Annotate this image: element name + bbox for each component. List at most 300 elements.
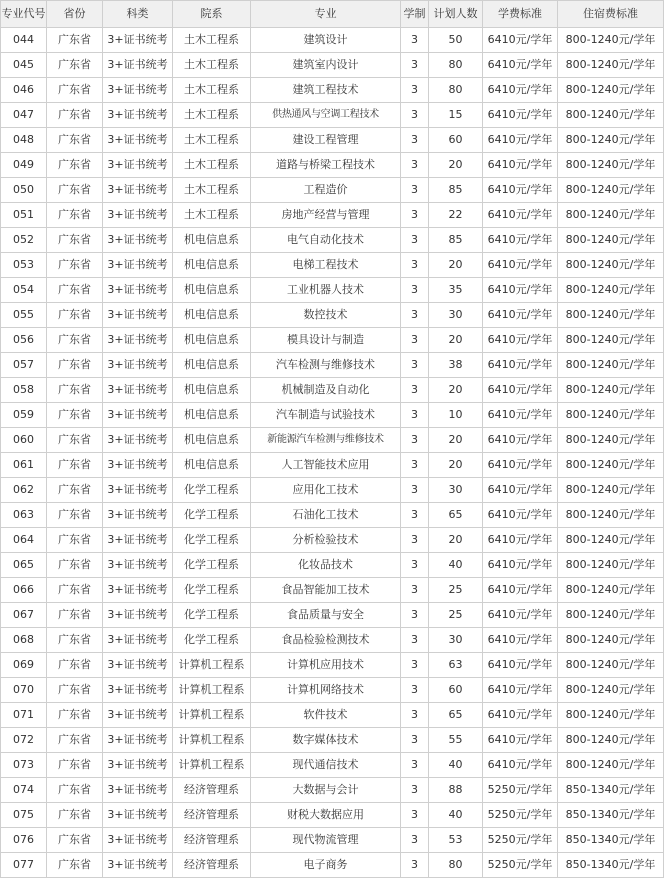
table-row [1,553,664,578]
cell-planned-count: 60 [429,678,483,703]
cell-planned-count: 40 [429,753,483,778]
cell-planned-count: 35 [429,278,483,303]
cell-duration: 3 [401,653,429,678]
cell-major: 建筑设计 [251,28,401,53]
cell-province: 广东省 [47,103,103,128]
cell-duration: 3 [401,478,429,503]
table-row [1,378,664,403]
cell-province: 广东省 [47,753,103,778]
cell-code: 075 [1,803,47,828]
cell-category: 3+证书统考 [103,228,173,253]
cell-major: 计算机应用技术 [251,653,401,678]
cell-tuition: 5250元/学年 [483,803,558,828]
cell-major: 汽车制造与试验技术 [251,403,401,428]
cell-category: 3+证书统考 [103,478,173,503]
cell-duration: 3 [401,378,429,403]
cell-duration: 3 [401,553,429,578]
table-row [1,478,664,503]
cell-accommodation: 800-1240元/学年 [558,678,664,703]
table-row [1,503,664,528]
cell-duration: 3 [401,828,429,853]
cell-province: 广东省 [47,653,103,678]
cell-code: 047 [1,103,47,128]
cell-category: 3+证书统考 [103,578,173,603]
cell-major: 新能源汽车检测与维修技术 [251,428,401,453]
cell-planned-count: 20 [429,428,483,453]
cell-duration: 3 [401,778,429,803]
cell-code: 044 [1,28,47,53]
cell-tuition: 6410元/学年 [483,103,558,128]
cell-accommodation: 800-1240元/学年 [558,78,664,103]
cell-major: 汽车检测与维修技术 [251,353,401,378]
cell-planned-count: 88 [429,778,483,803]
cell-accommodation: 800-1240元/学年 [558,153,664,178]
cell-accommodation: 800-1240元/学年 [558,478,664,503]
table-row [1,653,664,678]
cell-tuition: 6410元/学年 [483,303,558,328]
cell-tuition: 6410元/学年 [483,753,558,778]
table-row [1,228,664,253]
table-row [1,328,664,353]
cell-duration: 3 [401,403,429,428]
table-row [1,103,664,128]
cell-department: 机电信息系 [173,278,251,303]
cell-province: 广东省 [47,828,103,853]
cell-province: 广东省 [47,553,103,578]
cell-category: 3+证书统考 [103,453,173,478]
cell-tuition: 6410元/学年 [483,553,558,578]
cell-accommodation: 800-1240元/学年 [558,653,664,678]
cell-duration: 3 [401,153,429,178]
cell-category: 3+证书统考 [103,728,173,753]
cell-tuition: 5250元/学年 [483,778,558,803]
cell-category: 3+证书统考 [103,278,173,303]
cell-major: 工业机器人技术 [251,278,401,303]
cell-accommodation: 800-1240元/学年 [558,203,664,228]
cell-code: 077 [1,853,47,878]
cell-tuition: 6410元/学年 [483,153,558,178]
cell-category: 3+证书统考 [103,328,173,353]
table-row [1,153,664,178]
table-row [1,403,664,428]
cell-tuition: 6410元/学年 [483,603,558,628]
cell-planned-count: 80 [429,53,483,78]
cell-department: 经济管理系 [173,803,251,828]
cell-tuition: 6410元/学年 [483,28,558,53]
cell-accommodation: 800-1240元/学年 [558,303,664,328]
cell-major: 大数据与会计 [251,778,401,803]
cell-accommodation: 800-1240元/学年 [558,178,664,203]
cell-category: 3+证书统考 [103,253,173,278]
cell-accommodation: 850-1340元/学年 [558,778,664,803]
cell-code: 048 [1,128,47,153]
cell-accommodation: 800-1240元/学年 [558,253,664,278]
cell-planned-count: 63 [429,653,483,678]
cell-category: 3+证书统考 [103,778,173,803]
header-duration: 学制 [401,1,429,28]
cell-code: 067 [1,603,47,628]
cell-planned-count: 80 [429,78,483,103]
cell-department: 土木工程系 [173,103,251,128]
table-row [1,703,664,728]
table-row [1,28,664,53]
cell-department: 机电信息系 [173,378,251,403]
cell-department: 化学工程系 [173,578,251,603]
cell-duration: 3 [401,28,429,53]
cell-province: 广东省 [47,303,103,328]
cell-tuition: 6410元/学年 [483,378,558,403]
cell-planned-count: 20 [429,328,483,353]
cell-major: 计算机网络技术 [251,678,401,703]
cell-department: 化学工程系 [173,628,251,653]
cell-code: 057 [1,353,47,378]
cell-department: 计算机工程系 [173,728,251,753]
cell-tuition: 5250元/学年 [483,828,558,853]
cell-major: 人工智能技术应用 [251,453,401,478]
cell-major: 数控技术 [251,303,401,328]
cell-tuition: 6410元/学年 [483,203,558,228]
cell-tuition: 6410元/学年 [483,253,558,278]
cell-tuition: 6410元/学年 [483,728,558,753]
cell-major: 道路与桥梁工程技术 [251,153,401,178]
cell-tuition: 6410元/学年 [483,353,558,378]
cell-accommodation: 850-1340元/学年 [558,853,664,878]
cell-category: 3+证书统考 [103,103,173,128]
cell-accommodation: 800-1240元/学年 [558,128,664,153]
cell-major: 软件技术 [251,703,401,728]
cell-department: 化学工程系 [173,603,251,628]
cell-accommodation: 800-1240元/学年 [558,453,664,478]
cell-planned-count: 80 [429,853,483,878]
cell-accommodation: 800-1240元/学年 [558,228,664,253]
cell-major: 房地产经营与管理 [251,203,401,228]
table-row [1,753,664,778]
cell-province: 广东省 [47,478,103,503]
cell-province: 广东省 [47,128,103,153]
cell-major: 建筑工程技术 [251,78,401,103]
cell-planned-count: 53 [429,828,483,853]
cell-province: 广东省 [47,378,103,403]
cell-category: 3+证书统考 [103,203,173,228]
cell-department: 土木工程系 [173,53,251,78]
cell-code: 073 [1,753,47,778]
cell-major: 现代通信技术 [251,753,401,778]
cell-duration: 3 [401,753,429,778]
table-row [1,778,664,803]
cell-category: 3+证书统考 [103,153,173,178]
cell-province: 广东省 [47,78,103,103]
cell-major: 食品智能加工技术 [251,578,401,603]
cell-code: 065 [1,553,47,578]
cell-code: 069 [1,653,47,678]
cell-department: 土木工程系 [173,203,251,228]
cell-department: 经济管理系 [173,778,251,803]
cell-planned-count: 25 [429,578,483,603]
header-major: 专业 [251,1,401,28]
cell-code: 071 [1,703,47,728]
cell-code: 053 [1,253,47,278]
cell-department: 土木工程系 [173,178,251,203]
cell-department: 土木工程系 [173,28,251,53]
cell-province: 广东省 [47,603,103,628]
cell-duration: 3 [401,78,429,103]
cell-department: 经济管理系 [173,853,251,878]
cell-code: 051 [1,203,47,228]
cell-province: 广东省 [47,53,103,78]
cell-duration: 3 [401,353,429,378]
cell-code: 054 [1,278,47,303]
cell-accommodation: 800-1240元/学年 [558,103,664,128]
cell-accommodation: 800-1240元/学年 [558,378,664,403]
cell-tuition: 6410元/学年 [483,428,558,453]
cell-category: 3+证书统考 [103,528,173,553]
cell-department: 计算机工程系 [173,703,251,728]
table-row [1,528,664,553]
cell-accommodation: 850-1340元/学年 [558,828,664,853]
cell-accommodation: 800-1240元/学年 [558,428,664,453]
cell-department: 机电信息系 [173,253,251,278]
table-row [1,453,664,478]
cell-tuition: 6410元/学年 [483,678,558,703]
cell-tuition: 6410元/学年 [483,178,558,203]
cell-duration: 3 [401,178,429,203]
cell-duration: 3 [401,503,429,528]
cell-planned-count: 85 [429,228,483,253]
cell-accommodation: 800-1240元/学年 [558,628,664,653]
cell-duration: 3 [401,278,429,303]
cell-duration: 3 [401,53,429,78]
table-row [1,178,664,203]
table-row [1,853,664,878]
cell-duration: 3 [401,528,429,553]
header-province: 省份 [47,1,103,28]
cell-department: 机电信息系 [173,453,251,478]
cell-department: 机电信息系 [173,428,251,453]
table-row [1,128,664,153]
cell-province: 广东省 [47,503,103,528]
cell-category: 3+证书统考 [103,378,173,403]
header-department: 院系 [173,1,251,28]
cell-tuition: 6410元/学年 [483,578,558,603]
cell-code: 074 [1,778,47,803]
cell-category: 3+证书统考 [103,628,173,653]
cell-department: 机电信息系 [173,328,251,353]
cell-code: 062 [1,478,47,503]
cell-planned-count: 40 [429,553,483,578]
cell-category: 3+证书统考 [103,353,173,378]
cell-major: 工程造价 [251,178,401,203]
cell-code: 052 [1,228,47,253]
table-row [1,728,664,753]
cell-planned-count: 40 [429,803,483,828]
cell-tuition: 6410元/学年 [483,528,558,553]
cell-duration: 3 [401,453,429,478]
cell-accommodation: 800-1240元/学年 [558,503,664,528]
cell-category: 3+证书统考 [103,128,173,153]
cell-department: 机电信息系 [173,228,251,253]
cell-planned-count: 85 [429,178,483,203]
cell-code: 061 [1,453,47,478]
cell-duration: 3 [401,853,429,878]
cell-duration: 3 [401,253,429,278]
cell-duration: 3 [401,803,429,828]
cell-province: 广东省 [47,153,103,178]
header-category: 科类 [103,1,173,28]
cell-planned-count: 30 [429,478,483,503]
cell-tuition: 6410元/学年 [483,128,558,153]
header-accommodation: 住宿费标准 [558,1,664,28]
cell-accommodation: 850-1340元/学年 [558,803,664,828]
cell-accommodation: 800-1240元/学年 [558,603,664,628]
cell-duration: 3 [401,103,429,128]
cell-accommodation: 800-1240元/学年 [558,528,664,553]
cell-department: 机电信息系 [173,353,251,378]
cell-accommodation: 800-1240元/学年 [558,28,664,53]
cell-tuition: 5250元/学年 [483,853,558,878]
cell-category: 3+证书统考 [103,78,173,103]
header-tuition: 学费标准 [483,1,558,28]
cell-province: 广东省 [47,178,103,203]
cell-planned-count: 25 [429,603,483,628]
table-row [1,253,664,278]
cell-major: 石油化工技术 [251,503,401,528]
cell-category: 3+证书统考 [103,603,173,628]
cell-planned-count: 55 [429,728,483,753]
cell-duration: 3 [401,428,429,453]
cell-code: 066 [1,578,47,603]
cell-code: 068 [1,628,47,653]
cell-planned-count: 50 [429,28,483,53]
cell-duration: 3 [401,303,429,328]
cell-province: 广东省 [47,778,103,803]
cell-tuition: 6410元/学年 [483,703,558,728]
cell-major: 财税大数据应用 [251,803,401,828]
cell-tuition: 6410元/学年 [483,653,558,678]
cell-planned-count: 30 [429,628,483,653]
table-row [1,678,664,703]
cell-planned-count: 10 [429,403,483,428]
cell-planned-count: 38 [429,353,483,378]
cell-accommodation: 800-1240元/学年 [558,753,664,778]
cell-department: 化学工程系 [173,553,251,578]
cell-province: 广东省 [47,853,103,878]
cell-category: 3+证书统考 [103,303,173,328]
cell-tuition: 6410元/学年 [483,228,558,253]
cell-province: 广东省 [47,403,103,428]
cell-category: 3+证书统考 [103,28,173,53]
cell-code: 063 [1,503,47,528]
cell-department: 土木工程系 [173,153,251,178]
cell-category: 3+证书统考 [103,428,173,453]
cell-category: 3+证书统考 [103,678,173,703]
cell-planned-count: 22 [429,203,483,228]
cell-major: 应用化工技术 [251,478,401,503]
cell-accommodation: 800-1240元/学年 [558,403,664,428]
cell-province: 广东省 [47,428,103,453]
cell-province: 广东省 [47,328,103,353]
cell-code: 049 [1,153,47,178]
cell-major: 电梯工程技术 [251,253,401,278]
cell-category: 3+证书统考 [103,178,173,203]
table-row [1,203,664,228]
cell-province: 广东省 [47,353,103,378]
cell-accommodation: 800-1240元/学年 [558,53,664,78]
header-planned-count: 计划人数 [429,1,483,28]
cell-duration: 3 [401,128,429,153]
cell-code: 059 [1,403,47,428]
cell-code: 046 [1,78,47,103]
cell-major: 分析检验技术 [251,528,401,553]
cell-major: 食品检验检测技术 [251,628,401,653]
cell-code: 070 [1,678,47,703]
cell-category: 3+证书统考 [103,653,173,678]
cell-category: 3+证书统考 [103,803,173,828]
cell-code: 045 [1,53,47,78]
cell-category: 3+证书统考 [103,53,173,78]
header-code: 专业代号 [1,1,47,28]
cell-accommodation: 800-1240元/学年 [558,553,664,578]
cell-province: 广东省 [47,703,103,728]
cell-category: 3+证书统考 [103,703,173,728]
cell-province: 广东省 [47,628,103,653]
cell-planned-count: 65 [429,703,483,728]
cell-province: 广东省 [47,253,103,278]
cell-province: 广东省 [47,728,103,753]
cell-province: 广东省 [47,278,103,303]
cell-department: 化学工程系 [173,528,251,553]
table-row [1,78,664,103]
cell-planned-count: 20 [429,253,483,278]
cell-accommodation: 800-1240元/学年 [558,278,664,303]
cell-province: 广东省 [47,528,103,553]
cell-province: 广东省 [47,28,103,53]
cell-category: 3+证书统考 [103,503,173,528]
cell-department: 化学工程系 [173,478,251,503]
cell-accommodation: 800-1240元/学年 [558,578,664,603]
cell-department: 计算机工程系 [173,653,251,678]
cell-province: 广东省 [47,203,103,228]
cell-duration: 3 [401,578,429,603]
table-row [1,278,664,303]
cell-code: 064 [1,528,47,553]
cell-department: 机电信息系 [173,303,251,328]
cell-category: 3+证书统考 [103,553,173,578]
cell-department: 计算机工程系 [173,753,251,778]
cell-major: 电气自动化技术 [251,228,401,253]
cell-accommodation: 800-1240元/学年 [558,728,664,753]
cell-duration: 3 [401,678,429,703]
cell-accommodation: 800-1240元/学年 [558,353,664,378]
cell-planned-count: 20 [429,453,483,478]
table-row [1,803,664,828]
cell-duration: 3 [401,728,429,753]
cell-department: 经济管理系 [173,828,251,853]
cell-category: 3+证书统考 [103,828,173,853]
cell-planned-count: 65 [429,503,483,528]
cell-major: 建设工程管理 [251,128,401,153]
cell-duration: 3 [401,228,429,253]
cell-major: 供热通风与空调工程技术 [251,103,401,128]
cell-major: 机械制造及自动化 [251,378,401,403]
cell-code: 055 [1,303,47,328]
cell-category: 3+证书统考 [103,753,173,778]
table-row [1,353,664,378]
cell-tuition: 6410元/学年 [483,403,558,428]
cell-duration: 3 [401,628,429,653]
cell-planned-count: 15 [429,103,483,128]
cell-code: 058 [1,378,47,403]
cell-major: 电子商务 [251,853,401,878]
